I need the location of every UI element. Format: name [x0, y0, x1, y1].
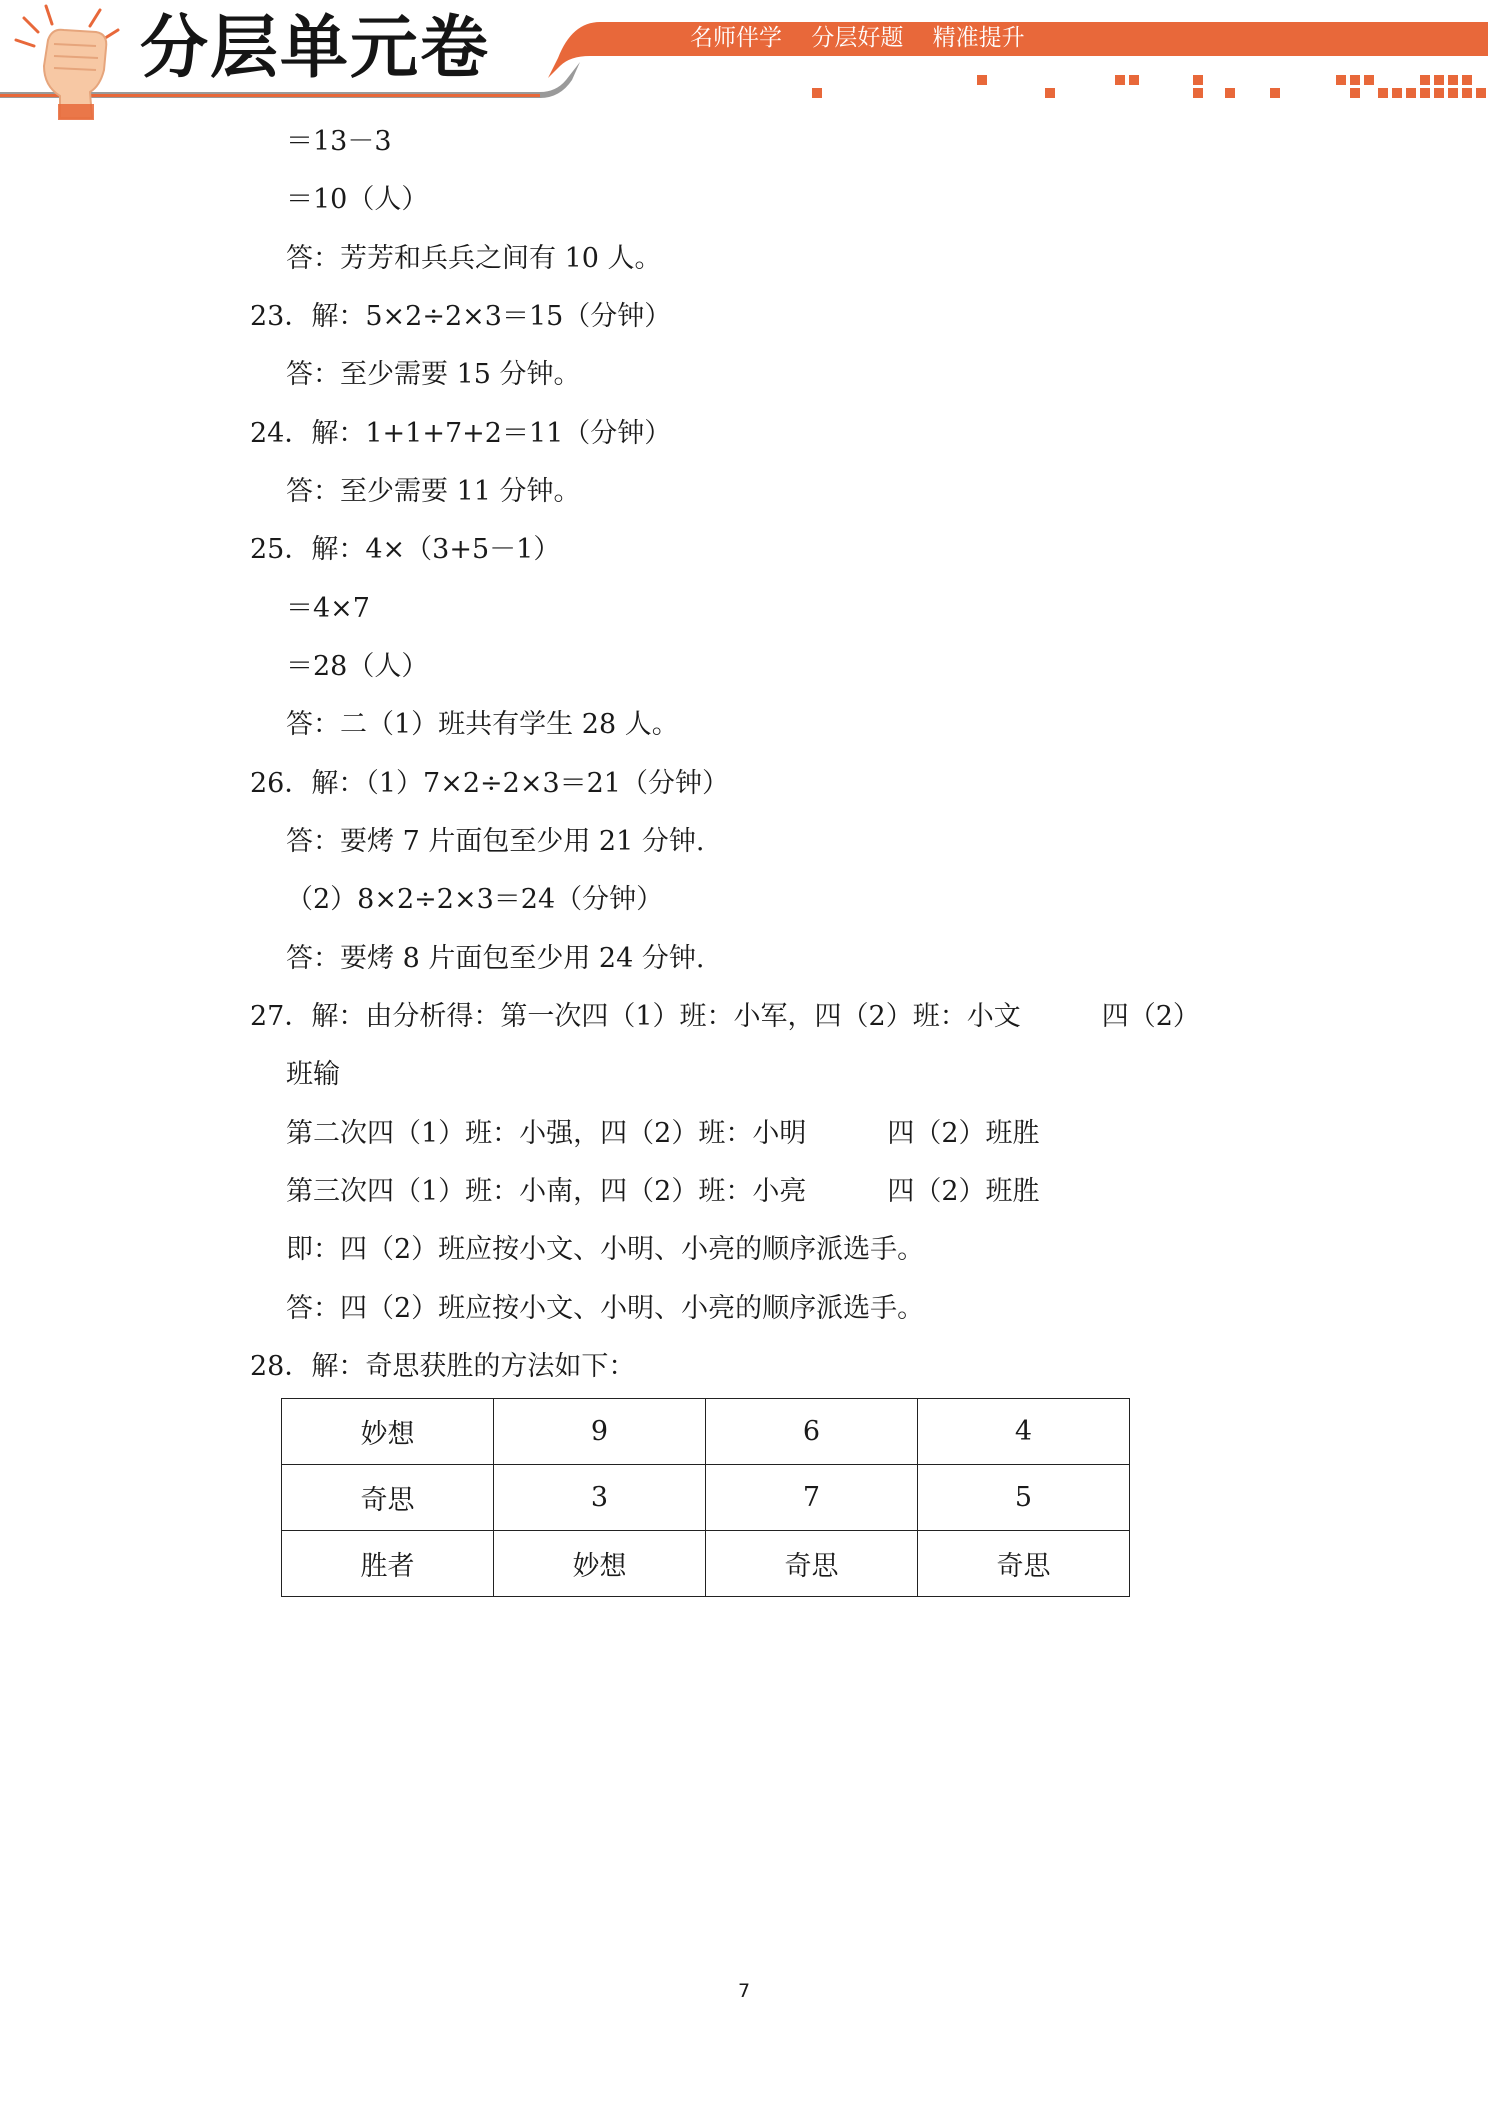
- question-26: 26．解：（1）7×2÷2×3＝21（分钟）: [250, 768, 729, 799]
- text-line: 答：要烤 7 片面包至少用 21 分钟.: [286, 826, 705, 857]
- text-line: 即：四（2）班应按小文、小明、小亮的顺序派选手。: [286, 1234, 925, 1265]
- question-28: 28．解：奇思获胜的方法如下：: [250, 1351, 636, 1382]
- brand-title: 分层单元卷: [140, 9, 491, 88]
- text-line: 答：至少需要 11 分钟。: [286, 476, 581, 507]
- question-25: 25．解：4×（3+5－1）: [250, 534, 561, 565]
- fist-icon: [0, 0, 140, 125]
- text-line: 第二次四（1）班：小强，四（2）班：小明 四（2）班胜: [286, 1118, 1040, 1149]
- table-cell: 奇思: [706, 1531, 918, 1597]
- question-23: 23．解：5×2÷2×3＝15（分钟）: [250, 301, 672, 332]
- text-line: 答：四（2）班应按小文、小明、小亮的顺序派选手。: [286, 1293, 925, 1324]
- slogan-3: 精准提升: [932, 25, 1025, 51]
- table-cell: 6: [706, 1399, 918, 1465]
- text-line: 班输: [286, 1059, 340, 1090]
- table-row: [282, 1399, 1130, 1465]
- table-cell: 5: [918, 1465, 1130, 1531]
- text-line: 答：至少需要 15 分钟。: [286, 359, 581, 390]
- text-line: 答：要烤 8 片面包至少用 24 分钟.: [286, 943, 705, 974]
- table-cell: 9: [494, 1399, 706, 1465]
- table-cell: 3: [494, 1465, 706, 1531]
- text-line: （2）8×2÷2×3＝24（分钟）: [286, 884, 664, 915]
- result-table: [281, 1398, 1130, 1597]
- table-cell: 奇思: [282, 1465, 494, 1531]
- question-27: 27．解：由分析得：第一次四（1）班：小军，四（2）班：小文 四（2）: [250, 1001, 1200, 1032]
- text-line: ＝10（人）: [286, 184, 429, 215]
- text-line: 答：芳芳和兵兵之间有 10 人。: [286, 243, 662, 274]
- table-cell: 7: [706, 1465, 918, 1531]
- header-slogans: [690, 20, 1047, 56]
- table-cell: 4: [918, 1399, 1130, 1465]
- table-cell: 胜者: [282, 1531, 494, 1597]
- table-row: [282, 1465, 1130, 1531]
- slogan-1: 名师伴学: [690, 25, 782, 51]
- table-cell: 妙想: [282, 1399, 494, 1465]
- page-number: 7: [737, 1980, 751, 2002]
- page-header: [0, 0, 1488, 125]
- table-cell: 奇思: [918, 1531, 1130, 1597]
- question-24: 24．解：1+1+7+2＝11（分钟）: [250, 418, 672, 449]
- table-row: [282, 1531, 1130, 1597]
- text-line: 答：二（1）班共有学生 28 人。: [286, 709, 679, 740]
- text-line: 第三次四（1）班：小南，四（2）班：小亮 四（2）班胜: [286, 1176, 1040, 1207]
- text-line: ＝13－3: [286, 126, 392, 157]
- text-line: ＝4×7: [286, 593, 370, 624]
- table-cell: 妙想: [494, 1531, 706, 1597]
- slogan-2: 分层好题: [811, 25, 904, 51]
- text-line: ＝28（人）: [286, 651, 429, 682]
